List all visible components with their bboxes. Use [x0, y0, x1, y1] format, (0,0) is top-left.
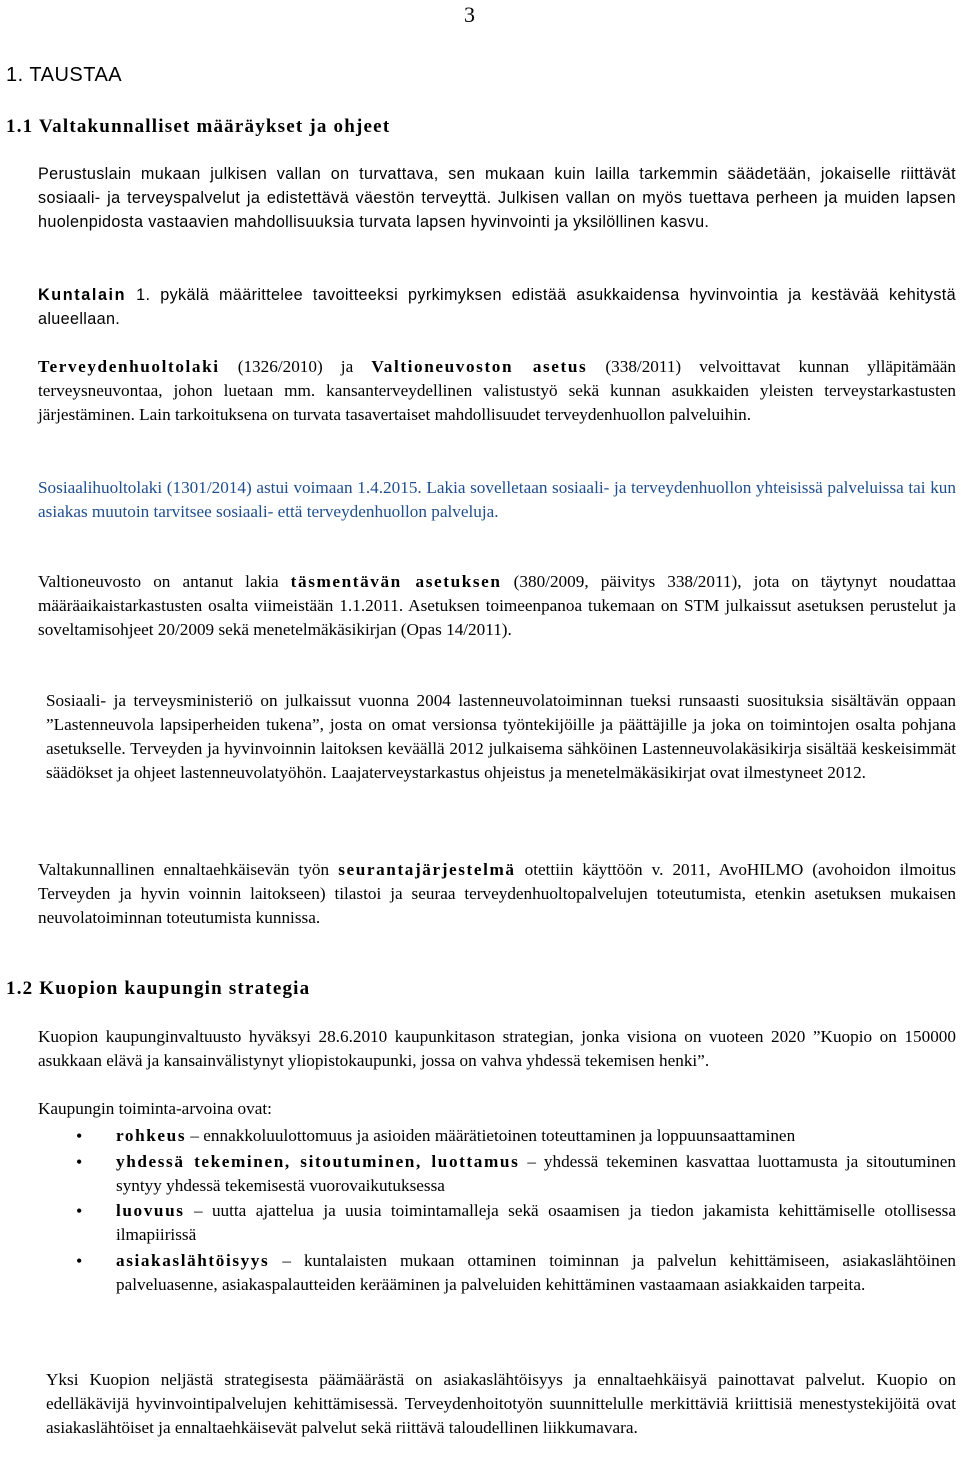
list-item [70, 1124, 956, 1148]
paragraph-strategia: Kuopion kaupunginvaltuusto hyväksyi 28.6.2010 kaupunkitason strategian, jonka visiona on vuoteen 2020 ”Kuopio on 150000 asukkaan elävä ja kansainvälistynyt yliopistokaupunki, jossa on vahva yhdessä tekemisen henki”. [38, 1027, 956, 1070]
paragraph-paamaara: Yksi Kuopion neljästä strategisesta päämäärästä on asiakaslähtöisyys ja ennaltaehkäisyä painottavat palvelut. Kuopio on edelläkävijä hyvinvointipalvelujen kehittämisessä. Terveydenhoitotyön suunnittelulle merkittäviä kriittisiä menestystekijöitä ovat asiakaslähtöiset ja ennaltaehkäisevät palvelut sekä riittävä taloudellinen liikkumavara. [46, 1370, 956, 1437]
paragraph-sosiaalihuoltolaki: Sosiaalihuoltolaki (1301/2014) astui voimaan 1.4.2015. Lakia sovelletaan sosiaali- ja terveydenhuollon yhteisissä palveluissa tai kun asiakas muutoin tarvitsee sosiaali- että terveydenhuollon palveluja. [38, 478, 956, 521]
seuranta-text2: otettiin käyttöön v. 2011, AvoHILMO (avohoidon ilmoitus Terveyden ja hyvin voinnin laitokseen) tilastoi ja seuraa terveydenhuoltopalvelujen toteutumista, etenkin asetuksen mukaisen neuvolatoiminnan toteutumista kunnissa. [38, 860, 957, 927]
seuranta-text1: Valtakunnallinen ennaltaehkäisevän työn [38, 860, 339, 879]
heading-taustaa: 1. TAUSTAA [6, 64, 123, 86]
value-text: – ennakkoluulottomuus ja asioiden määrätietoinen toteuttaminen ja loppuunsaattaminen [186, 1126, 796, 1145]
value-text: – uutta ajattelua ja uusia toimintamalleja sekä osaamisen ja tiedon jakamista kehittämiselle otollisessa ilmapiirissä [116, 1201, 956, 1244]
paragraph-valtioneuvosto [38, 570, 956, 642]
values-intro: Kaupungin toiminta-arvoina ovat: [38, 1099, 272, 1118]
value-name: yhdessä tekeminen, sitoutuminen, luottamus [116, 1151, 520, 1171]
list-item [70, 1199, 956, 1247]
bullet-icon: • [76, 1201, 83, 1221]
paragraph-stm: Sosiaali- ja terveysministeriö on julkaissut vuonna 2004 lastenneuvolatoiminnan tueksi runsaasti suosituksia sisältävän oppaan ”Lastenneuvola lapsiperheiden tukena”, josta on omat versionsa työntekijöille ja päättäjille ja joka on toimintojen osalta pohjana asetukselle. Terveyden ja hyvinvoinnin laitoksen keväällä 2012 julkaisema sähköinen Lastenneuvolakäsikirja sisältää keskeisimmät säädökset ja ohjeet lastenneuvolatyöhön. Laajaterveystarkastus ohjeistus ja menetelmäkäsikirjat ovat ilmestyneet 2012. [46, 691, 956, 782]
bullet-icon: • [76, 1151, 83, 1172]
values-list [70, 1124, 956, 1298]
valtioneuvoston-asetus-bold: Valtioneuvoston asetus [371, 357, 588, 376]
page-number: 3 [464, 2, 475, 27]
value-name: asiakaslähtöisyys [116, 1250, 270, 1270]
heading-valtakunnalliset: 1.1 Valtakunnalliset määräykset ja ohjeet [6, 116, 391, 137]
value-text: – kuntalaisten mukaan ottaminen toiminnan ja palvelun kehittämiseen, asiakaslähtöinen palveluasenne, asiakaspalautteiden kerääminen ja palveluiden kehittäminen vastaamaan asiakkaiden tarpeita. [116, 1250, 956, 1294]
heading-kuopion-strategia: 1.2 Kuopion kaupungin strategia [6, 978, 311, 999]
valtioneuvosto-text2: (380/2009, päivitys 338/2011), jota on täytynyt noudattaa määräaikaistarkastusten osalta viimeistään 1.1.2011. Asetuksen toimeenpanoa tukemaan on STM julkaissut asetuksen perustelut ja soveltamisohjeet 20/2009 sekä menetelmäkäsikirjan (Opas 14/2011). [38, 572, 957, 639]
paragraph-perustuslaki: Perustuslain mukaan julkisen vallan on turvattava, sen mukaan kuin lailla tarkemmin säädetään, jokaiselle riittävät sosiaali- ja terveyspalvelut ja edistettävä väestön terveyttä. Julkisen vallan on myös tuettava perheen ja muiden lapsen huolenpidosta vastaavien mahdollisuuksia turvata lapsen hyvinvointi ja yksilöllinen kasvu. [38, 165, 956, 231]
terveydenhuoltolaki-bold: Terveydenhuoltolaki [38, 357, 220, 376]
value-name: luovuus [116, 1201, 185, 1220]
value-text: – yhdessä tekeminen kasvattaa luottamusta ja sitoutuminen syntyy yhdessä tekemisestä vuorovaikutuksessa [116, 1151, 956, 1195]
list-item [70, 1150, 956, 1198]
terveydenhuoltolaki-text2: (338/2011) velvoittavat kunnan ylläpitämään terveysneuvontaa, johon luetaan mm. kansanterveydellinen valistustyö sekä kunnan asukkaiden yleisten terveystarkastusten järjestäminen. Lain tarkoituksena on turvata tasavertaiset mahdollisuudet terveydenhuollon palveluihin. [38, 357, 956, 424]
tasmentavan-asetuksen-bold: täsmentävän asetuksen [290, 572, 502, 591]
paragraph-terveydenhuoltolaki [38, 355, 956, 427]
bullet-icon: • [76, 1250, 83, 1271]
terveydenhuoltolaki-text1: (1326/2010) ja [219, 357, 372, 376]
valtioneuvosto-text1: Valtioneuvosto on antanut lakia [38, 572, 291, 591]
value-name: rohkeus [116, 1126, 187, 1145]
kuntalaki-bold: Kuntalain [38, 286, 127, 304]
list-item [70, 1249, 956, 1297]
paragraph-kuntalaki [38, 283, 956, 331]
kuntalaki-text: 1. pykälä määrittelee tavoitteeksi pyrkimyksen edistää asukkaidensa hyvinvointia ja kestävää kehitystä alueellaan. [38, 286, 956, 328]
bullet-icon: • [76, 1126, 83, 1146]
paragraph-seuranta [38, 858, 956, 930]
seurantajarjestelma-bold: seurantajärjestelmä [338, 860, 516, 879]
